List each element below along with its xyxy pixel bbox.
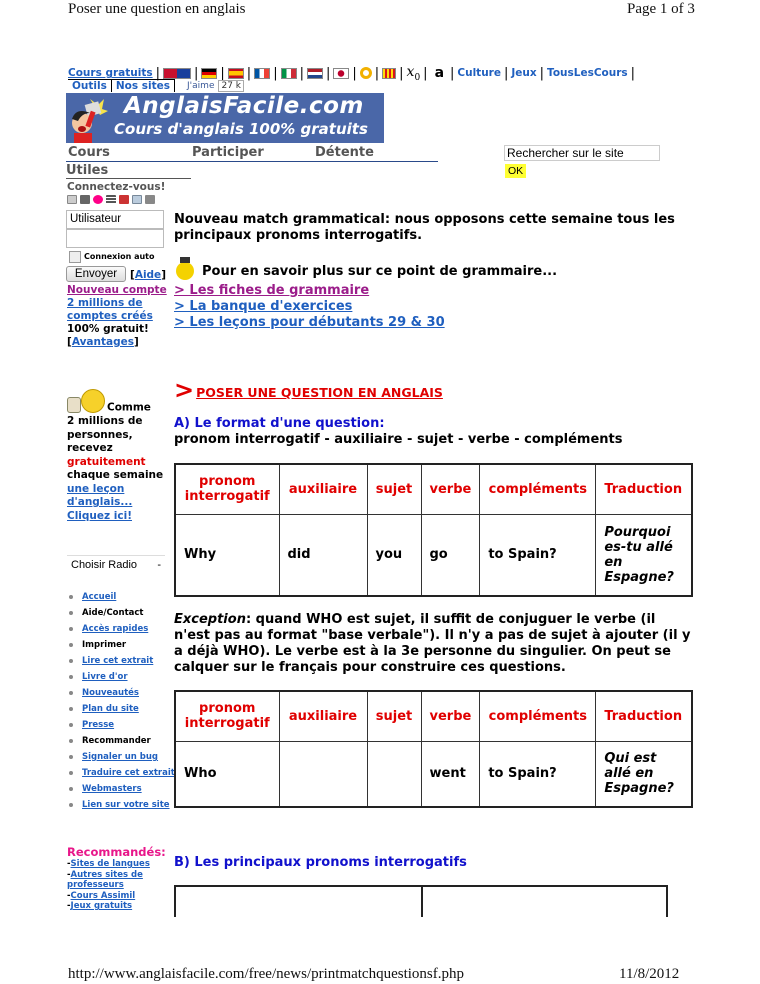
bullet-icon: [69, 723, 73, 727]
search-ok-button[interactable]: OK: [505, 164, 526, 178]
sidebar-item-nouveautes[interactable]: Nouveautés: [82, 688, 139, 698]
chevron-down-icon: -: [157, 559, 161, 571]
cell-complements: to Spain?: [480, 741, 596, 807]
recommended-item: -Autres sites de professeurs: [67, 869, 143, 890]
connect-label: Connectez-vous!: [67, 181, 166, 193]
divider: |: [630, 65, 636, 81]
divider: |: [450, 65, 455, 81]
logo-title: AnglaisFacile.com: [124, 93, 364, 119]
th-pronom: pronom interrogatif: [175, 464, 279, 514]
cell-pronom: Why: [175, 514, 279, 596]
th-complements: compléments: [480, 464, 596, 514]
bracket: [: [130, 269, 135, 281]
section-title: [174, 376, 443, 404]
recommended-heading: Recommandés:: [67, 845, 166, 859]
bullet-icon: [69, 787, 73, 791]
secondary-nav: [68, 79, 244, 92]
like-widget[interactable]: [187, 80, 244, 92]
translation-text: Pourquoi es-tu allé en Espagne?: [604, 524, 674, 585]
sidebar-item-webmasters[interactable]: Webmasters: [82, 784, 142, 794]
nav-cours-gratuits[interactable]: Cours gratuits: [68, 67, 153, 80]
bracket: ]: [133, 336, 139, 348]
remember-label: Connexion auto: [84, 252, 155, 261]
table-header-row: [175, 464, 692, 514]
nav-outils[interactable]: Outils: [68, 79, 112, 92]
sidebar-item-livre-or[interactable]: Livre d'or: [82, 672, 128, 682]
menu-utiles[interactable]: Utiles: [66, 163, 191, 179]
smiley-hat-icon: [176, 262, 194, 280]
exception-label: Exception: [174, 612, 246, 627]
promo-link[interactable]: une leçon d'anglais... Cliquez ici!: [67, 482, 133, 522]
sidebar-item-aide-contact[interactable]: Aide/Contact: [82, 608, 144, 618]
cell-traduction: [596, 741, 692, 807]
subsection-a: [174, 416, 622, 448]
th-sujet: sujet: [367, 691, 421, 741]
flag-germany-icon[interactable]: [201, 68, 217, 79]
mail-icon[interactable]: [67, 195, 77, 204]
sidebar-item[interactable]: [67, 749, 175, 765]
sidebar-item-traduire[interactable]: Traduire cet extrait: [82, 768, 175, 778]
flag-france-icon[interactable]: [254, 68, 270, 79]
exception-paragraph: [174, 612, 694, 676]
recommended-item: -Jeux gratuits: [67, 901, 133, 911]
bullet-icon: [69, 675, 73, 679]
promo-comme: Comme: [107, 401, 151, 414]
sidebar-item[interactable]: [67, 637, 175, 653]
more-info: [176, 262, 557, 280]
logo-subtitle: Cours d'anglais 100% gratuits: [114, 120, 368, 138]
bullet-icon: [69, 755, 73, 759]
cell-pronom: Who: [175, 741, 279, 807]
close-icon[interactable]: [145, 195, 155, 204]
math-icon[interactable]: [407, 64, 421, 83]
divider: |: [374, 65, 380, 81]
send-button[interactable]: Envoyer: [66, 266, 126, 282]
menu-detente[interactable]: Détente: [315, 145, 374, 160]
like-count: 27 k: [218, 80, 244, 92]
like-label: J'aime: [187, 80, 215, 91]
sidebar-item[interactable]: [67, 621, 175, 637]
sidebar-item[interactable]: [67, 781, 175, 797]
th-pronom: pronom interrogatif: [175, 691, 279, 741]
beginner-lessons-link[interactable]: > Les leçons pour débutants 29 & 30: [174, 315, 445, 330]
new-account-link[interactable]: Nouveau compte: [67, 284, 167, 296]
sidebar-item[interactable]: [67, 669, 175, 685]
question-table-2: [174, 690, 693, 808]
intro-headline: Nouveau match grammatical: nous opposons cette semaine tous les principaux pronoms interrogatifs.: [174, 212, 675, 243]
recommended-item: -Sites de langues: [67, 859, 150, 869]
promo-gratuit: gratuitement: [67, 455, 146, 468]
sidebar-item-plan-site[interactable]: Plan du site: [82, 704, 139, 714]
table-row: [175, 514, 692, 596]
cell-verbe: went: [421, 741, 480, 807]
ring-icon[interactable]: [360, 67, 372, 79]
remember-checkbox[interactable]: [69, 251, 81, 263]
th-sujet: sujet: [367, 464, 421, 514]
print-footer-url: http://www.anglaisfacile.com/free/news/printmatchquestionsf.php: [68, 966, 465, 982]
free-label: 100% gratuit!: [67, 323, 149, 335]
sidebar-item-acces-rapides[interactable]: Accès rapides: [82, 624, 149, 634]
account-block: [67, 284, 177, 349]
th-verbe: verbe: [421, 464, 480, 514]
divider: |: [503, 65, 509, 81]
sidebar-item[interactable]: [67, 685, 175, 701]
bullet-icon: [69, 803, 73, 807]
divider: |: [299, 65, 304, 81]
bullet-icon: [69, 691, 73, 695]
promo-line2: chaque semaine: [67, 469, 164, 481]
site-logo[interactable]: [66, 93, 384, 143]
nav-tous-les-cours[interactable]: TousLesCours: [547, 67, 628, 80]
question-table-1: [174, 463, 693, 597]
sidebar-item-presse[interactable]: Presse: [82, 720, 115, 730]
help-link-wrapper: [130, 269, 166, 281]
pronouns-table: [174, 885, 668, 917]
table-row: [175, 741, 692, 807]
help-link[interactable]: Aide: [134, 269, 162, 281]
sidebar-item[interactable]: [67, 701, 175, 717]
amazon-icon[interactable]: a: [434, 65, 445, 82]
reco-cours-assimil[interactable]: Cours Assimil: [70, 890, 136, 901]
exception-text: : quand WHO est sujet, il suffit de conjuguer le verbe (il n'est pas au format "base verbale"). Il n'y a pas de sujet à ajouter (il y a déjà WHO). Le verbe est à la 3e personne du singulier. On peut se calquer sur le français pour construire ces questions.: [174, 612, 691, 675]
bracket: ]: [161, 269, 166, 281]
cell-sujet: you: [367, 514, 421, 596]
grammar-links: [174, 283, 445, 331]
sidebar-item[interactable]: [67, 605, 175, 621]
reco-jeux-gratuits[interactable]: Jeux gratuits: [70, 901, 133, 911]
math-symbol: x: [406, 64, 415, 80]
th-auxiliaire: auxiliaire: [279, 691, 367, 741]
sidebar-item-signaler-bug[interactable]: Signaler un bug: [82, 752, 159, 762]
sidebar-item-accueil[interactable]: Accueil: [82, 592, 117, 602]
bullet-icon: [69, 771, 73, 775]
th-auxiliaire: auxiliaire: [279, 464, 367, 514]
menu-participer[interactable]: Participer: [192, 145, 264, 160]
accounts-created-link[interactable]: 2 millions de comptes créés: [67, 297, 153, 322]
flag-uk-us-icon[interactable]: [163, 68, 191, 79]
flag-japan-icon[interactable]: [333, 68, 349, 79]
recommended-item: -Cours Assimil: [67, 890, 136, 901]
advantages-link[interactable]: Avantages: [71, 336, 134, 348]
bracket: [: [67, 336, 72, 348]
divider: |: [273, 65, 278, 81]
more-label: Pour en savoir plus sur ce point de grammaire...: [202, 263, 558, 279]
flag-spain-icon[interactable]: [228, 68, 244, 79]
sidebar-item[interactable]: [67, 797, 175, 813]
cell-verbe: go: [421, 514, 480, 596]
subsection-a-format: pronom interrogatif - auxiliaire - sujet - verbe - compléments: [174, 432, 623, 447]
username-input[interactable]: Utilisateur: [66, 210, 164, 229]
sidebar-item[interactable]: [67, 733, 175, 749]
th-verbe: verbe: [421, 691, 480, 741]
divider: |: [399, 65, 404, 81]
print-footer-date: 11/8/2012: [619, 966, 680, 982]
bullet-icon: [69, 707, 73, 711]
promo-line1: 2 millions de personnes, recevez: [67, 415, 143, 454]
tool-icons: [67, 195, 155, 204]
th-complements: compléments: [480, 691, 596, 741]
password-input[interactable]: [66, 229, 164, 248]
list-icon[interactable]: [106, 195, 116, 204]
mascot-icon: [68, 97, 108, 143]
reco-autres-sites[interactable]: Autres sites de professeurs: [67, 869, 143, 890]
cell-sujet: [367, 741, 421, 807]
bullet-icon: [69, 611, 73, 615]
divider: |: [539, 65, 545, 81]
exercise-bank-link[interactable]: > La banque d'exercices: [174, 299, 353, 314]
cell-auxiliaire: [279, 741, 367, 807]
bullet-icon: [69, 627, 73, 631]
bullet-icon: [69, 659, 73, 663]
subsection-a-title: A) Le format d'une question:: [174, 416, 385, 431]
arrow-icon: >: [174, 376, 195, 404]
main-menu: [66, 145, 438, 162]
bullet-icon: [69, 643, 73, 647]
sidebar-item[interactable]: [67, 765, 175, 781]
divider: |: [325, 65, 331, 81]
divider: |: [220, 65, 225, 81]
divider: |: [246, 65, 252, 81]
column-divider: [421, 887, 423, 917]
sidebar-item[interactable]: [67, 589, 175, 605]
math-sub: 0: [414, 72, 421, 83]
sidebar-item-lien-site[interactable]: Lien sur votre site: [82, 800, 170, 810]
flag-netherlands-icon[interactable]: [307, 68, 323, 79]
divider: |: [155, 65, 161, 81]
subsection-b-title: B) Les principaux pronoms interrogatifs: [174, 855, 467, 870]
bullet-icon: [69, 595, 73, 599]
divider: |: [352, 65, 357, 81]
cell-traduction: [596, 514, 692, 596]
radio-label: Choisir Radio: [71, 559, 138, 571]
sidebar-item[interactable]: [67, 717, 175, 733]
thumbs-up-smiley-icon: [67, 389, 107, 415]
cell-auxiliaire: did: [279, 514, 367, 596]
sidebar-item[interactable]: [67, 653, 175, 669]
promo-block: [67, 389, 172, 523]
radio-select[interactable]: [67, 555, 165, 573]
cell-complements: to Spain?: [480, 514, 596, 596]
section-title-text[interactable]: POSER UNE QUESTION EN ANGLAIS: [196, 385, 443, 400]
document-icon[interactable]: [132, 195, 142, 204]
print-header-page: Page 1 of 3: [627, 1, 695, 17]
print-icon[interactable]: [80, 195, 90, 204]
table-header-row: [175, 691, 692, 741]
divider: |: [194, 65, 199, 81]
heart-icon[interactable]: [93, 195, 103, 204]
nav-jeux[interactable]: Jeux: [511, 67, 537, 80]
sidebar-item-imprimer[interactable]: Imprimer: [82, 640, 127, 650]
nav-culture[interactable]: Culture: [457, 67, 501, 80]
sidebar-item-recommander[interactable]: Recommander: [82, 736, 151, 746]
print-header-title: Poser une question en anglais: [68, 1, 246, 17]
search-input[interactable]: Rechercher sur le site: [504, 145, 660, 161]
grammar-sheets-link[interactable]: > Les fiches de grammaire: [174, 283, 370, 298]
recommended-block: [67, 846, 177, 912]
nav-nos-sites[interactable]: Nos sites: [112, 79, 175, 92]
translation-text: Qui est allé en Espagne?: [604, 751, 674, 797]
th-traduction: Traduction: [596, 464, 692, 514]
sidebar-item-lire-extrait[interactable]: Lire cet extrait: [82, 656, 154, 666]
bullet-icon: [69, 739, 73, 743]
flag-catalonia-icon[interactable]: [382, 68, 396, 79]
reco-sites-langues[interactable]: Sites de langues: [70, 859, 150, 869]
divider: |: [423, 65, 428, 81]
speaker-icon[interactable]: [119, 195, 129, 204]
sidebar-menu: [67, 589, 175, 813]
flag-italy-icon[interactable]: [281, 68, 297, 79]
th-traduction: Traduction: [596, 691, 692, 741]
menu-cours[interactable]: Cours: [68, 145, 110, 160]
